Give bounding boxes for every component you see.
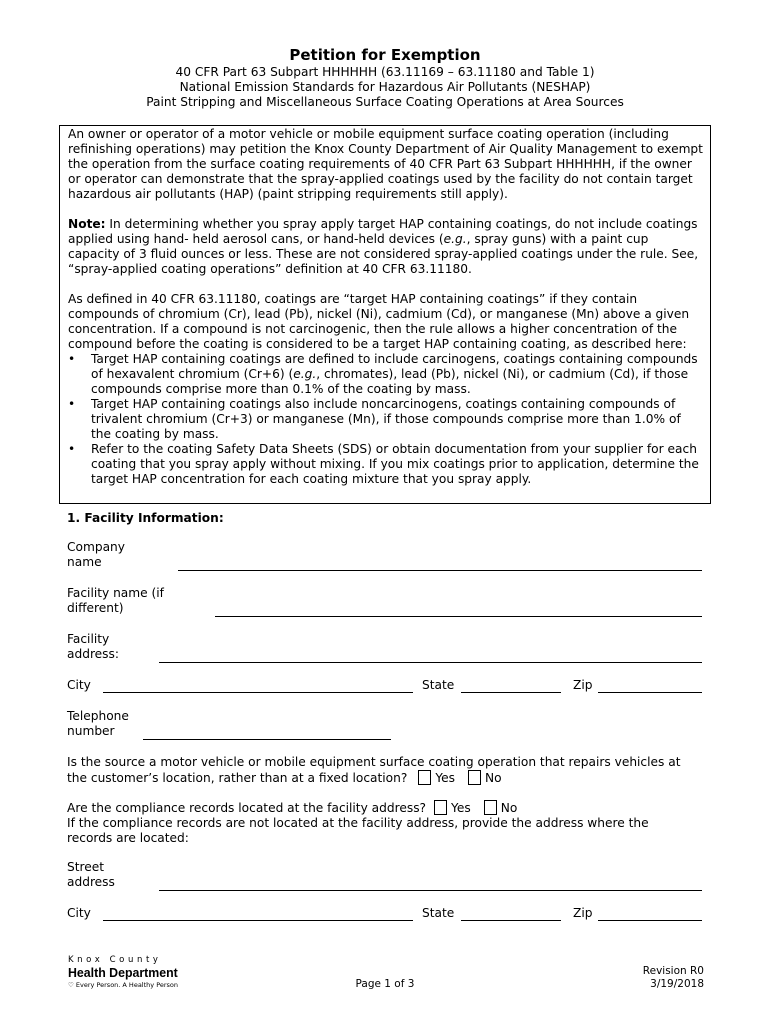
state-field[interactable] xyxy=(461,692,561,693)
logo-county: Knox County xyxy=(68,955,162,965)
bullet-icon: • xyxy=(68,352,76,366)
label-line: address xyxy=(67,875,115,889)
zip-label: Zip xyxy=(573,678,593,692)
telephone-field[interactable] xyxy=(143,739,391,740)
regulation-citation: 40 CFR Part 63 Subpart HHHHHH (63.11169 – 63.11180 and Table 1) xyxy=(175,65,595,79)
state-label: State xyxy=(422,906,455,920)
mobile-operation-question xyxy=(67,755,717,786)
city-label: City xyxy=(67,678,91,692)
page-title: Petition for Exemption xyxy=(289,46,481,64)
no-label: No xyxy=(485,771,502,785)
list-item xyxy=(68,442,703,487)
label-line: different) xyxy=(67,601,124,615)
question-text: the customer’s location, rather than at a fixed location? xyxy=(67,771,408,785)
question-text: Are the compliance records located at the facility address? xyxy=(67,801,427,815)
section-heading: 1. Facility Information: xyxy=(67,511,224,525)
tagline-text: Every Person. A Healthy Person xyxy=(75,981,179,989)
label-line: Company xyxy=(67,540,125,554)
mobile-no-checkbox[interactable] xyxy=(468,770,481,785)
zip-field[interactable] xyxy=(598,692,702,693)
page-number: Page 1 of 3 xyxy=(355,978,415,990)
bullet1-text-b: , chromates), lead (Pb), nickel (Ni), or cadmium (Cd), if those compounds comprise more than 0.1% of the coating by mass. xyxy=(91,367,689,396)
facility-address-field[interactable] xyxy=(159,662,702,663)
bullet3-text: Refer to the coating Safety Data Sheets (SDS) or obtain documentation from your supplier for each coating that you spray apply without mixing. If you mix coatings prior to application, determine the target HAP concentration for each coating mixture that you spray apply. xyxy=(91,442,699,486)
bullet-icon: • xyxy=(68,442,76,456)
company-name-label xyxy=(67,540,125,570)
yes-label: Yes xyxy=(435,771,456,785)
label-line: Facility name (if xyxy=(67,586,164,600)
label-line: number xyxy=(67,724,115,738)
label-line: address: xyxy=(67,647,119,661)
records-location-question xyxy=(67,800,717,846)
bullet1-text-a: Target HAP containing coatings are defined to include carcinogens, coatings containing compounds of hexavalent chromium (Cr+6) ( xyxy=(91,352,698,381)
bullet-icon: • xyxy=(68,397,76,411)
note-text-b: , spray guns) with a paint cup capacity of 3 fluid ounces or less. These are not considered spray-applied coatings under the rule. See, “spray-applied coating operations” definition at 40 CFR 63.11180. xyxy=(68,232,699,276)
note-paragraph xyxy=(68,217,703,277)
no-label: No xyxy=(500,801,518,815)
facility-name-field[interactable] xyxy=(215,616,702,617)
revision-info xyxy=(640,965,704,991)
criteria-list xyxy=(68,352,703,487)
records-yes-checkbox[interactable] xyxy=(434,800,447,815)
label-line: Street xyxy=(67,860,105,874)
facility-address-label xyxy=(67,632,119,662)
question-line: Is the source a motor vehicle or mobile equipment surface coating operation that repairs vehicles at xyxy=(67,755,681,769)
question-line: records are located: xyxy=(67,831,189,845)
question-line xyxy=(67,800,717,816)
label-line: name xyxy=(67,555,102,569)
zip-label: Zip xyxy=(573,906,593,920)
logo-department: Health Department xyxy=(68,965,178,980)
question-line-2 xyxy=(67,770,717,786)
records-city-field[interactable] xyxy=(103,920,413,921)
company-name-field[interactable] xyxy=(178,570,702,571)
label-line: Facility xyxy=(67,632,110,646)
telephone-label xyxy=(67,709,129,739)
records-state-field[interactable] xyxy=(461,920,561,921)
regulation-scope: Paint Stripping and Miscellaneous Surface Coating Operations at Area Sources xyxy=(146,95,624,109)
definition-paragraph: As defined in 40 CFR 63.11180, coatings are “target HAP containing coatings” if they contain compounds of chromium (Cr), lead (Pb), nickel (Ni), cadmium (Cd), or manganese (Mn) above a given concentration. If a compound is not carcinogenic, then the rule allows a higher concentration of the compound before the coating is considered to be a target HAP containing coating, as described here: xyxy=(68,292,690,351)
note-label: Note: xyxy=(68,217,106,231)
street-address-label xyxy=(67,860,115,890)
list-item xyxy=(68,352,703,397)
mobile-yes-checkbox[interactable] xyxy=(418,770,431,785)
intro-paragraph: An owner or operator of a motor vehicle or mobile equipment surface coating operation (including refinishing operations) may petition the Knox County Department of Air Quality Management to exempt the operation from the surface coating requirements of 40 CFR Part 63 Subpart HHHHHH, if the owner or operator can demonstrate that the spray-applied coatings used by the facility do not contain target hazardous air pollutants (HAP) (paint stripping requirements still apply). xyxy=(68,127,703,201)
question-line: If the compliance records are not located at the facility address, provide the address where the xyxy=(67,816,649,830)
yes-label: Yes xyxy=(451,801,471,815)
heart-icon: ♡ xyxy=(68,981,74,989)
state-label: State xyxy=(422,678,455,692)
records-zip-field[interactable] xyxy=(598,920,702,921)
bullet2-text: Target HAP containing coatings also include noncarcinogens, coatings containing compounds of trivalent chromium (Cr+3) or manganese (Mn), if those compounds comprise more than 1.0% of the coating by mass. xyxy=(91,397,681,441)
street-address-field[interactable] xyxy=(159,890,702,891)
revision-label: Revision R0 xyxy=(642,965,704,977)
document-header xyxy=(0,46,770,110)
city-field[interactable] xyxy=(103,692,413,693)
list-item xyxy=(68,397,703,442)
note-eg: e.g. xyxy=(443,232,467,246)
revision-date: 3/19/2018 xyxy=(650,978,704,990)
facility-name-label xyxy=(67,586,164,616)
note-text-a: In determining whether you spray apply target HAP containing coatings, do not include coatings applied using hand- held aerosol cans, or hand-held devices ( xyxy=(68,217,698,246)
label-line: Telephone xyxy=(67,709,129,723)
bullet1-eg: e.g. xyxy=(293,367,317,381)
intro-box xyxy=(59,125,711,504)
records-no-checkbox[interactable] xyxy=(484,800,497,815)
city-label: City xyxy=(67,906,91,920)
regulation-name: National Emission Standards for Hazardous Air Pollutants (NESHAP) xyxy=(179,80,591,94)
